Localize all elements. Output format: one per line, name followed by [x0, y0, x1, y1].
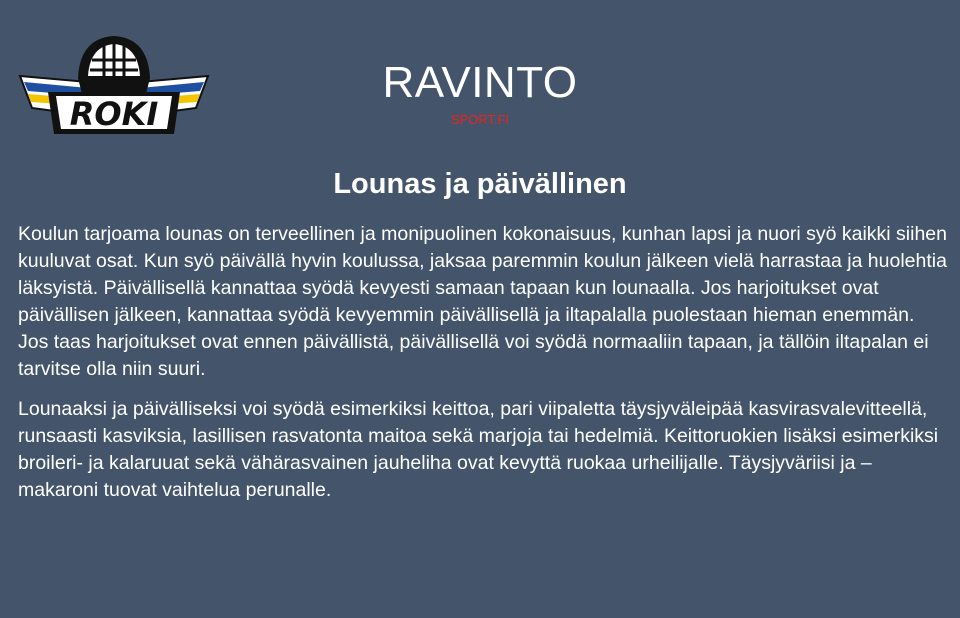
paragraph: Koulun tarjoama lounas on terveellinen ja monipuolinen kokonaisuus, kunhan lapsi ja nuori syö kaikki siihen kuuluvat osat. Kun syö päivällä hyvin koulussa, jaksaa paremmin koulun jälkeen vielä harrastaa ja huolehtia läksyistä. Päivällisellä kannattaa syödä kevyesti samaan tapaan kun lounaalla. Jos harjoitukset ovat päivällisen jälkeen, kannattaa syödä kevyemmin päivällisellä ja iltapalalla puolestaan hieman enemmän. Jos taas harjoitukset ovat ennen päivällistä, päivällisellä voi syödä normaaliin tapaan, ja tällöin iltapalan ei tarvitse olla niin suuri.	[18, 223, 947, 380]
body-text	[18, 221, 948, 504]
section-heading: Lounas ja päivällinen	[333, 168, 627, 200]
source-label: SPORT.FI	[450, 112, 510, 127]
paragraph: Lounaaksi ja päivälliseksi voi syödä esimerkiksi keittoa, pari viipaletta täysjyväleipää kasvirasvalevitteellä, runsaasti kasviksia, lasillisen rasvatonta maitoa sekä marjoja tai hedelmiä. Keittoruokien lisäksi esimerkiksi broileri- ja kalaruuat sekä vähärasvainen jauheliha ovat kevyttä ruokaa urheilijalle. Täysjyväriisi ja – makaroni tuovat vaihtelua perunalle.	[18, 398, 939, 501]
slide-title: RAVINTO	[382, 58, 578, 107]
roki-logo-icon	[18, 30, 210, 136]
logo-text: ROKI	[69, 95, 159, 133]
